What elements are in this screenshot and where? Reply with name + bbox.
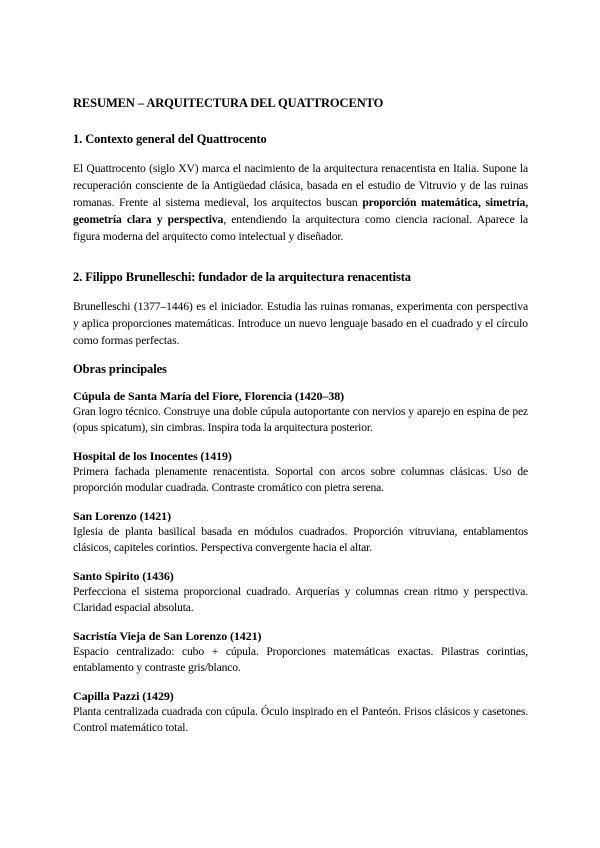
work-entry — [73, 688, 528, 736]
section-1-text-after: , entendiendo la arquitectura como ciencia racional. Aparece la figura moderna del arquitecto como intelectual y diseñador. — [73, 213, 529, 243]
section-1-text-bold: proporción matemática, simetría, geometría clara y perspectiva — [73, 196, 529, 226]
work-title: Santo Spirito (1436) — [73, 569, 174, 583]
work-entry — [73, 508, 528, 556]
document-title: RESUMEN – ARQUITECTURA DEL QUATTROCENTO — [73, 96, 384, 110]
work-title: Hospital de los Inocentes (1419) — [73, 449, 232, 463]
work-description: Iglesia de planta basilical basada en módulos cuadrados. Proporción vitruviana, entablamentos clásicos, capiteles corintios. Perspectiva convergente hacia el altar. — [73, 525, 528, 554]
work-title: San Lorenzo (1421) — [73, 509, 171, 523]
works-heading: Obras principales — [73, 362, 167, 376]
work-description: Primera fachada plenamente renacentista. Soportal con arcos sobre columnas clásicas. Uso de proporción modular cuadrada. Contraste cromático con pietra serena. — [73, 465, 528, 494]
work-description: Espacio centralizado: cubo + cúpula. Proporciones matemáticas exactas. Pilastras corintias, entablamento y contraste gris/blanco. — [73, 645, 528, 674]
section-2-heading: 2. Filippo Brunelleschi: fundador de la arquitectura renacentista — [73, 270, 411, 284]
section-1-paragraph — [73, 160, 528, 245]
work-description: Perfecciona el sistema proporcional cuadrado. Arquerías y columnas crean ritmo y perspectiva. Claridad espacial absoluta. — [73, 585, 528, 614]
work-entry — [73, 388, 528, 436]
work-entry — [73, 628, 528, 676]
section-1-heading: 1. Contexto general del Quattrocento — [73, 132, 267, 146]
work-title: Cúpula de Santa María del Fiore, Florencia (1420–38) — [73, 389, 345, 403]
work-entry — [73, 448, 528, 496]
section-2-paragraph: Brunelleschi (1377–1446) es el iniciador. Estudia las ruinas romanas, experimenta con perspectiva y aplica proporciones matemáticas. Introduce un nuevo lenguaje basado en el cuadrado y el círculo como formas perfectas. — [73, 300, 528, 347]
work-title: Sacristía Vieja de San Lorenzo (1421) — [73, 629, 262, 643]
work-entry — [73, 568, 528, 616]
section-1-text-before: El Quattrocento (siglo XV) marca el nacimiento de la arquitectura renacentista en Italia. Supone la recuperación consciente de la Antigüedad clásica, basada en el estudio de Vitruvio y de las ruinas romanas. Frente al sistema medieval, los arquitectos buscan — [73, 162, 528, 209]
work-title: Capilla Pazzi (1429) — [73, 689, 174, 703]
work-description: Planta centralizada cuadrada con cúpula. Óculo inspirado en el Panteón. Frisos clásicos y casetones. Control matemático total. — [73, 705, 528, 734]
work-description: Gran logro técnico. Construye una doble cúpula autoportante con nervios y aparejo en espina de pez (opus spicatum), sin cimbras. Inspira toda la arquitectura posterior. — [73, 405, 528, 434]
